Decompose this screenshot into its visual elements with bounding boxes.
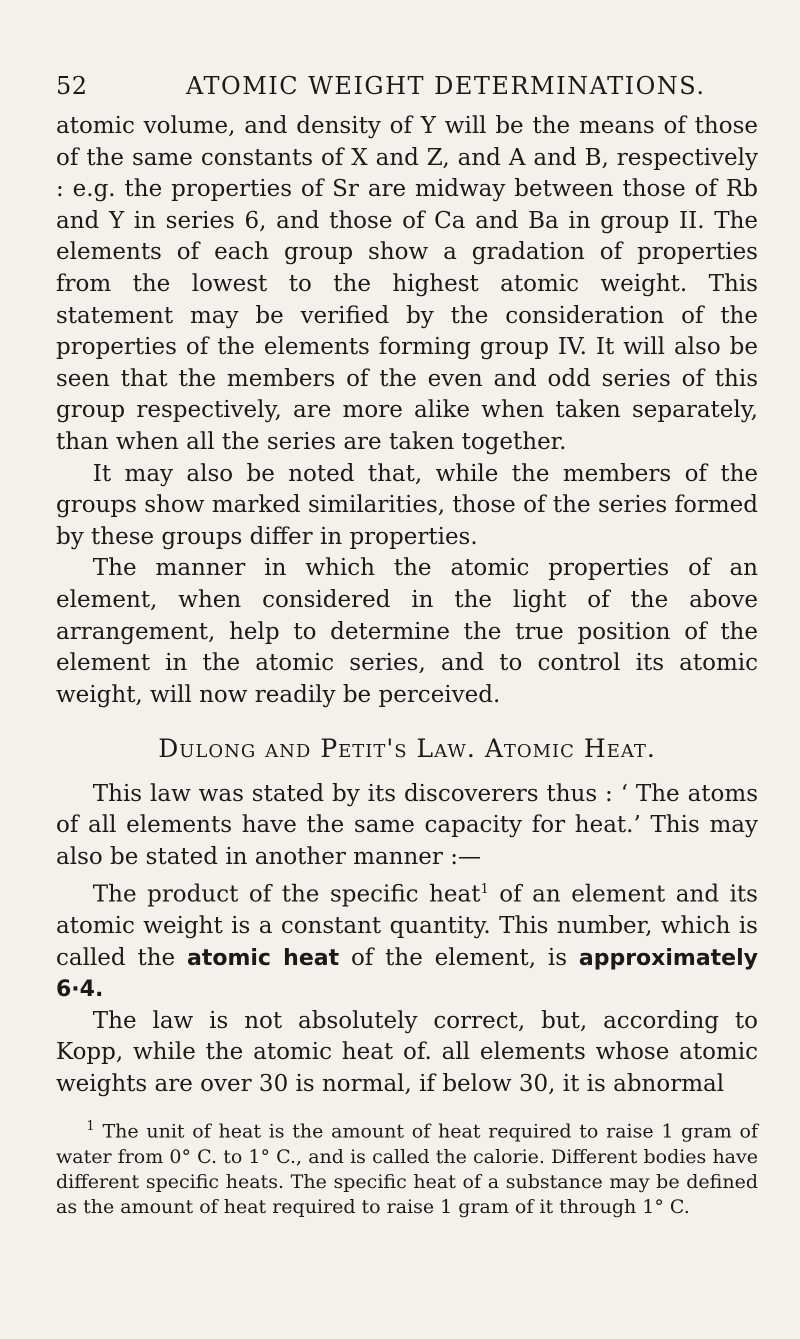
text-span: of an element and its atomic weight is a constant quantity. This number, which is called the — [56, 881, 758, 971]
paragraph: This law was stated by its discoverers thus : ‘ The atoms of all elements have the same capacity for heat.’ This may also be stated in another manner :— — [56, 780, 758, 871]
paragraph-atomic-heat — [56, 874, 758, 1006]
paragraph-continuation: atomic volume, and density of Y will be the means of those of the same constants of X and Z, and A and B, respectively : e.g. the properties of Sr are midway between those of Rb and Y in series 6, and those of Ca and Ba in group II. The elements of each group show a gradation of properties from the lowest to the highest atomic weight. This statement may be verified by the consideration of the properties of the elements forming group IV. It will also be seen that the members of the even and odd series of this group respectively, are more alike when taken separately, than when all the series are taken together. — [56, 113, 758, 455]
paragraph: It may also be noted that, while the members of the groups show marked similarities, those of the series formed by these groups differ in properties. — [56, 460, 758, 550]
approximate-value: approximately 6·4. — [56, 945, 758, 1003]
term-atomic-heat: atomic heat — [186, 945, 340, 971]
paragraph: The manner in which the atomic properties of an element, when considered in the light of the above arrangement, help to determine the true position of the element in the atomic series, and to control its atomic weight, will now readily be perceived. — [56, 555, 758, 708]
text-span: The product of the specific heat — [92, 881, 481, 908]
page-header — [56, 72, 756, 106]
paragraph: The law is not absolutely correct, but, according to Kopp, while the atomic heat of. all elements whose atomic weights are over 30 is normal, if below 30, it is abnormal — [56, 1007, 758, 1097]
footnote-ref: 1 — [480, 881, 489, 897]
running-title: ATOMIC WEIGHT DETERMINATIONS. — [186, 72, 706, 100]
footnote-body: The unit of heat is the amount of heat required to raise 1 gram of water from 0° C. to 1° C., and is called the calorie. Different bodies have different specific heats. The specific heat of a substance may be defined as the amount of heat required to raise 1 gram of it through 1° C. — [56, 1120, 758, 1218]
page-number: 52 — [56, 72, 88, 100]
footnote — [56, 1114, 758, 1219]
section-heading: Dulong and Petit's Law. Atomic Heat. — [158, 734, 656, 764]
footnote-text — [56, 1114, 758, 1219]
text-span: of the element, is — [339, 944, 579, 971]
page-body — [56, 111, 758, 1220]
footnote-marker: 1 — [86, 1119, 95, 1135]
